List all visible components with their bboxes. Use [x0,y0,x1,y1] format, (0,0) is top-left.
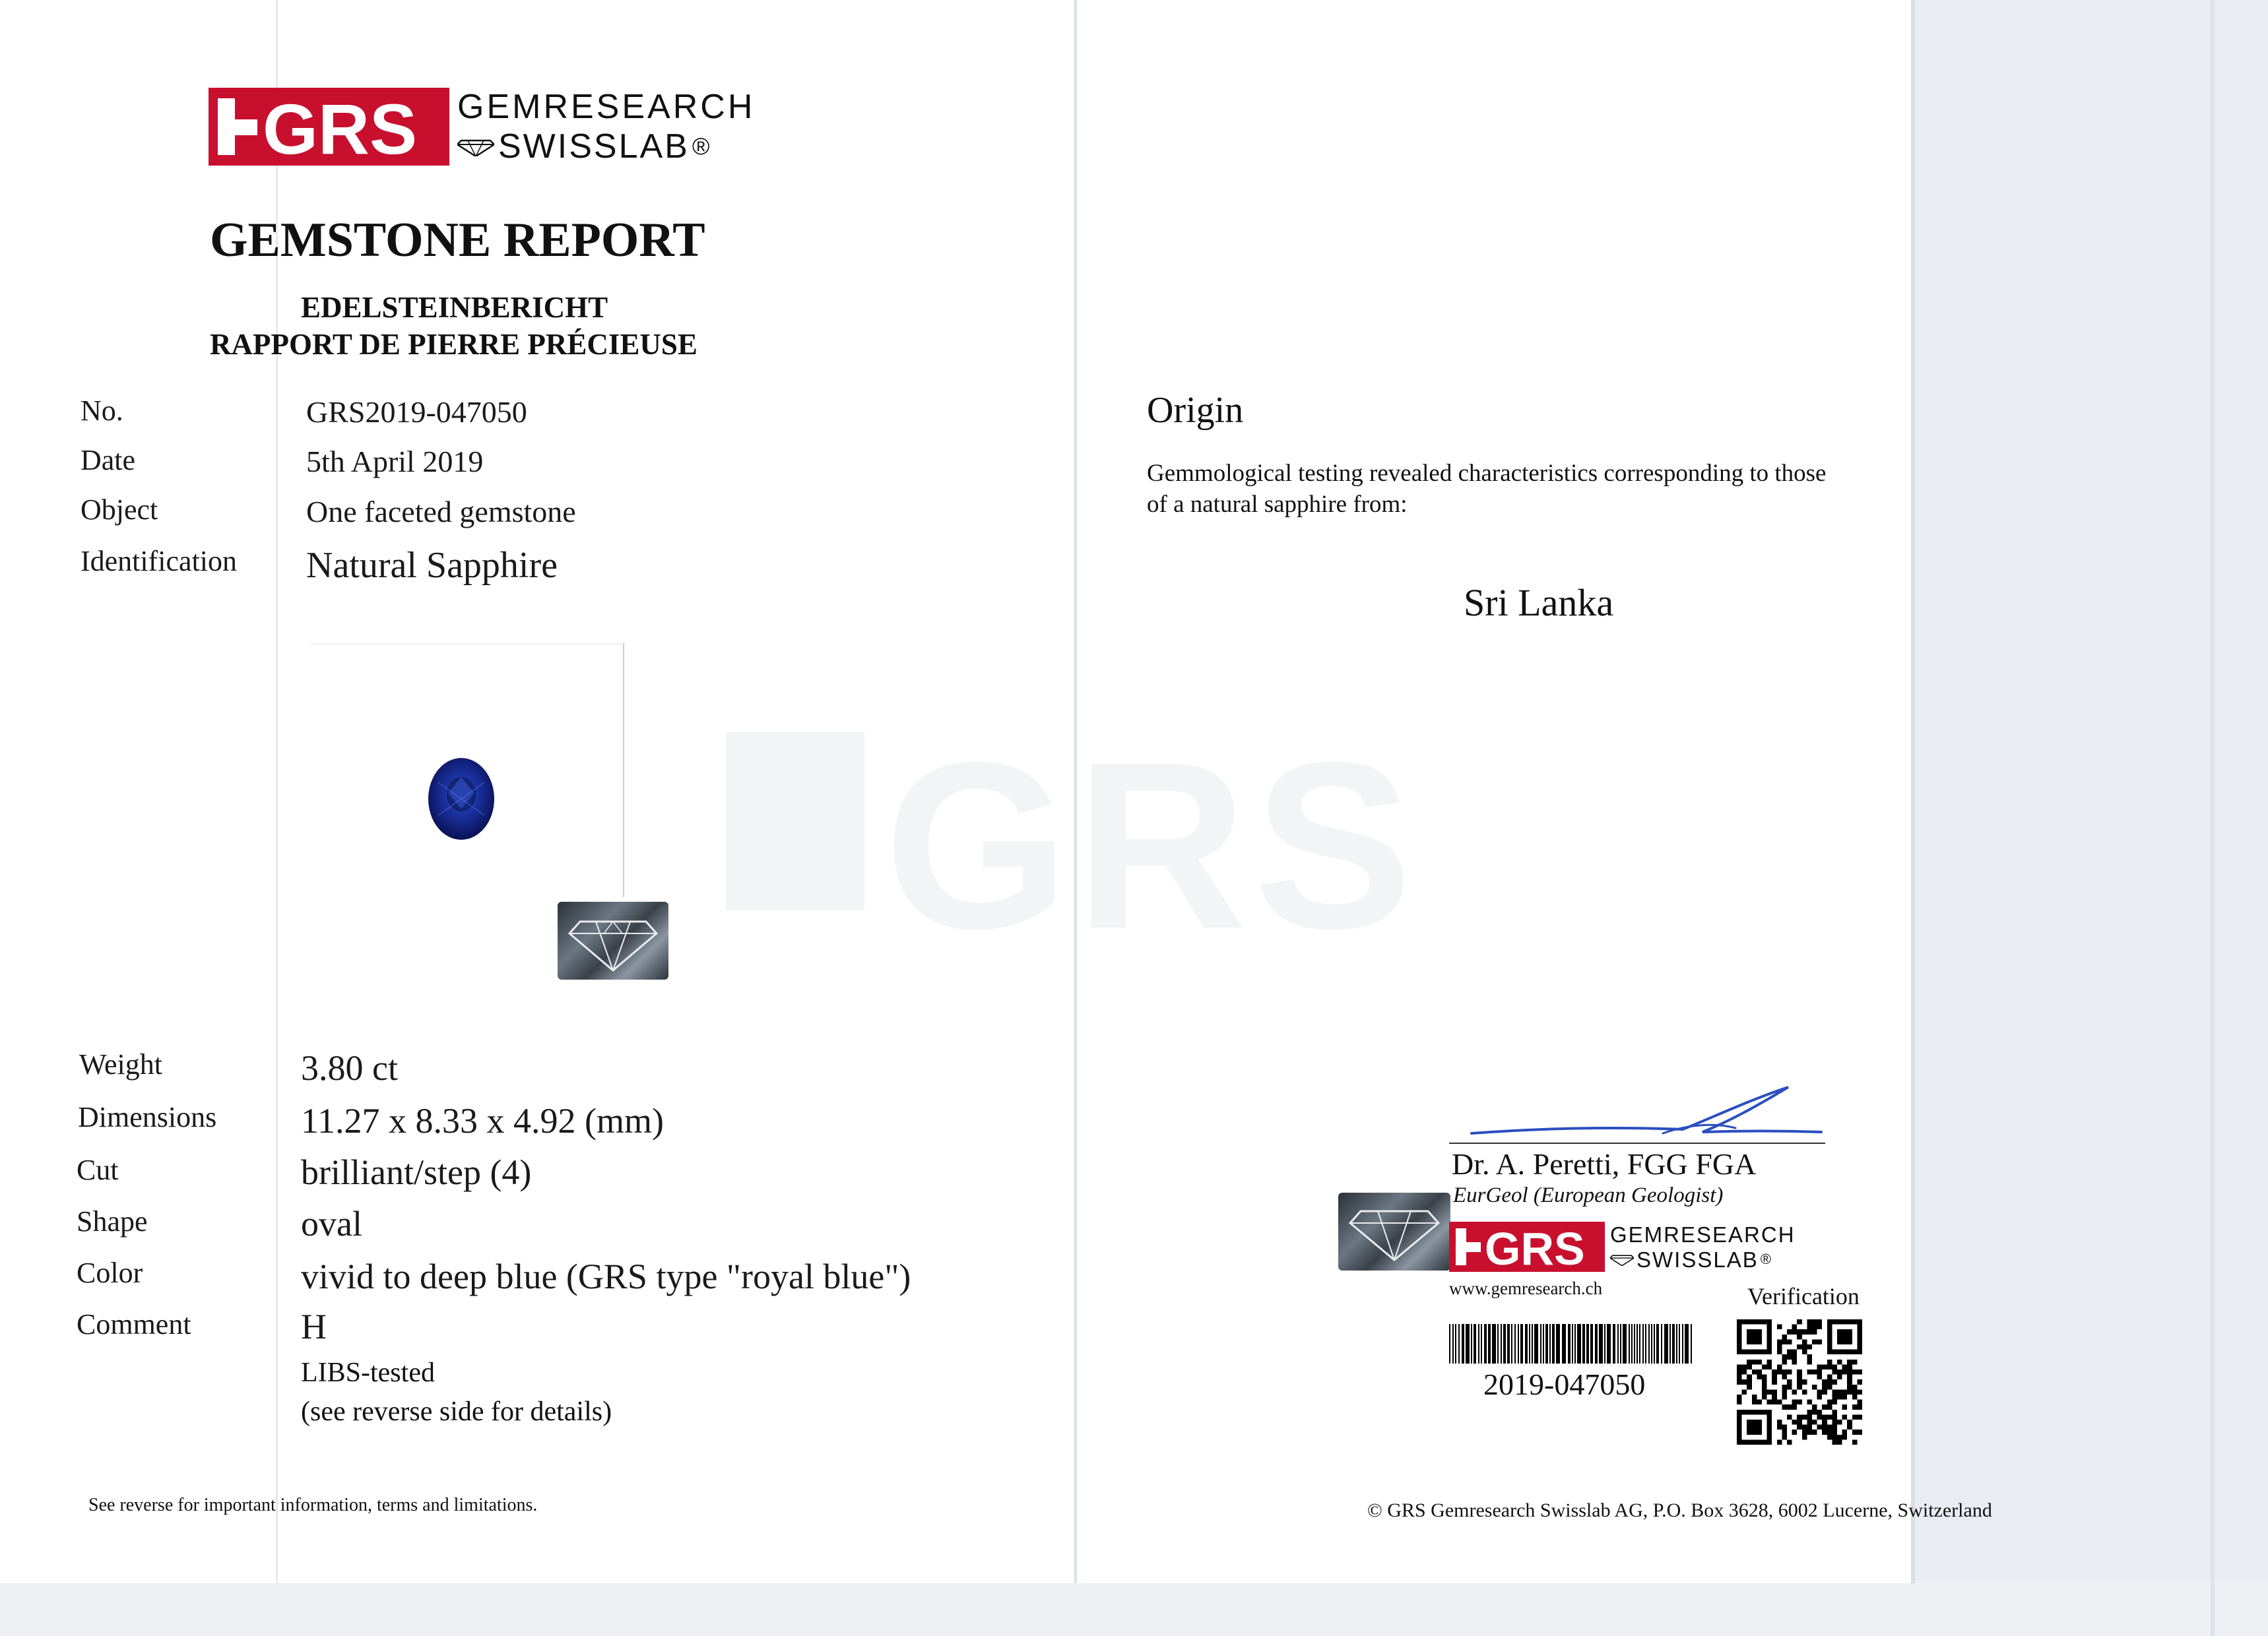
value-weight: 3.80 ct [301,1048,398,1088]
value-comment: H [301,1307,327,1346]
label-color: Color [77,1257,143,1289]
report-subtitle-fr: RAPPORT DE PIERRE PRÉCIEUSE [210,328,697,361]
gem-photo-edge [623,643,624,897]
value-report-number: GRS2019-047050 [306,395,527,429]
value-date: 5th April 2019 [306,445,484,478]
signature-line [1449,1143,1825,1144]
comment-libs: LIBS-tested [301,1358,435,1388]
label-cut: Cut [77,1154,119,1186]
value-object: One faceted gemstone [306,495,576,528]
origin-heading: Origin [1147,390,1244,431]
value-dimensions: 11.27 x 8.33 x 4.92 (mm) [301,1101,664,1141]
value-color: vivid to deep blue (GRS type "royal blue") [301,1257,911,1296]
value-cut: brilliant/step (4) [301,1152,532,1192]
comment-see-reverse: (see reverse side for details) [301,1397,612,1427]
origin-country: Sri Lanka [1464,581,1614,624]
page-edge-outer [2211,0,2215,1636]
grs-logo-words [457,88,755,166]
grs-logo-small-words [1610,1222,1796,1272]
logo-registered: ® [692,133,712,160]
diamond-icon [1610,1253,1634,1266]
logo-line2: SWISSLAB [498,127,690,166]
origin-text-line2: of a natural sapphire from: [1147,491,1408,518]
grs-logo [209,88,755,166]
footer-right-address: © GRS Gemresearch Swisslab AG, P.O. Box 3628, 6002 Lucerne, Switzerland [1367,1499,1992,1521]
barcode-icon [1449,1324,1695,1364]
signatory-name: Dr. A. Peretti, FGG FGA [1452,1147,1757,1181]
report-subtitle-de: EDELSTEINBERICHT [301,291,608,324]
label-comment: Comment [77,1308,191,1340]
sapphire-photo [425,756,498,842]
barcode-number: 2019-047050 [1483,1368,1646,1401]
qr-code-icon [1737,1319,1862,1445]
watermark-grs: GRS [884,713,1419,978]
label-identification: Identification [81,545,238,577]
logo-small-registered: ® [1760,1251,1772,1267]
logo-small-line2-row [1610,1249,1796,1271]
value-identification: Natural Sapphire [306,545,558,586]
grs-logo-icon [209,88,449,166]
watermark-mark [726,732,864,910]
origin-text-line1: Gemmological testing revealed characteristics corresponding to those [1147,460,1827,487]
verification-label: Verification [1747,1283,1860,1309]
value-shape: oval [301,1204,362,1243]
scan-shadow [1914,0,2268,1636]
report-title: GEMSTONE REPORT [210,213,705,267]
grs-logo-icon [1449,1222,1605,1272]
diamond-icon [457,137,494,156]
logo-line1: GEMRESEARCH [457,88,756,126]
scan-bottom-strip [0,1580,2268,1636]
logo-line2-row [457,129,755,164]
footer-left-note: See reverse for important information, terms and limitations. [88,1495,538,1515]
page-edge [1911,0,1915,1583]
label-no: No. [81,394,123,427]
label-dimensions: Dimensions [78,1101,217,1133]
logo-small-line1: GEMRESEARCH [1610,1222,1796,1247]
grs-logo-text: GRS [263,89,418,166]
hologram-seal-icon [1338,1193,1450,1271]
label-date: Date [81,444,136,476]
label-object: Object [81,493,158,526]
signatory-title: EurGeol (European Geologist) [1453,1183,1724,1207]
grs-logo-small-text: GRS [1485,1223,1585,1272]
label-weight: Weight [79,1048,162,1081]
label-shape: Shape [77,1205,148,1238]
website: www.gemresearch.ch [1449,1278,1603,1298]
grs-logo-small [1449,1222,1796,1272]
hologram-seal-icon [558,902,668,980]
logo-small-line2: SWISSLAB [1636,1247,1759,1272]
